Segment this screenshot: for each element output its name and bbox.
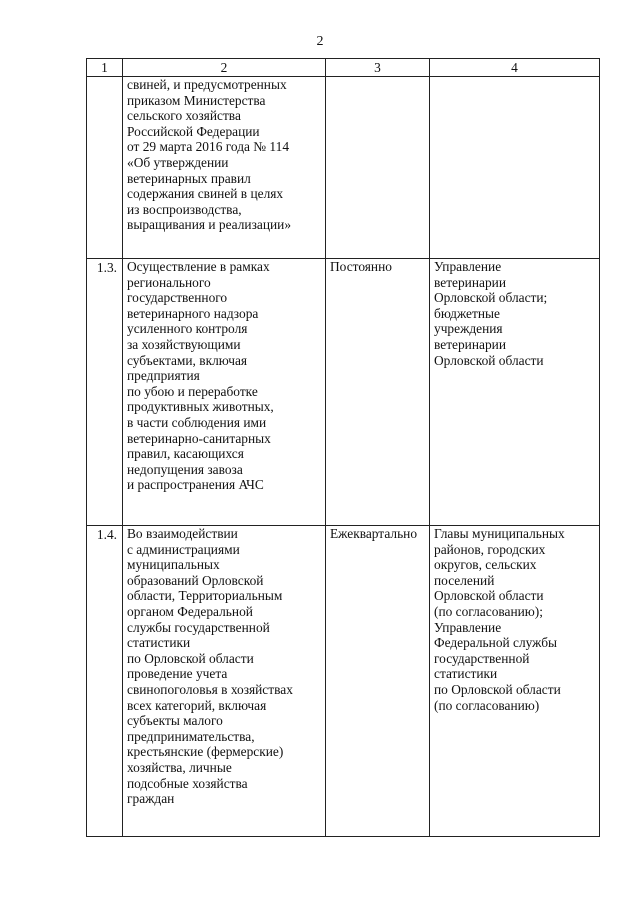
row-number: [87, 77, 123, 259]
cell-text-line: Во взаимодействии: [127, 526, 238, 541]
cell-text-line: поселений: [434, 572, 495, 588]
header-cell-3: 3: [326, 59, 430, 77]
table-row: [87, 526, 600, 837]
cell-text-line: предпринимательства,: [127, 728, 255, 744]
cell-text-line: государственного: [127, 290, 228, 306]
cell-text-line: Управление: [434, 619, 502, 635]
cell-text-line: ветеринарии: [434, 336, 506, 352]
cell-text-line: выращивания и реализации»: [127, 217, 292, 233]
cell-text-line: приказом Министерства: [127, 92, 266, 108]
cell-text-line: Орловской области;: [434, 290, 548, 306]
cell-text-line: хозяйства, личные: [127, 759, 232, 775]
cell-text-line: ветеринарного надзора: [127, 305, 259, 321]
header-cell-2: 2: [123, 59, 326, 77]
cell-text-line: проведение учета: [127, 666, 228, 682]
cell-text-line: статистики: [434, 666, 498, 682]
responsible: [430, 526, 600, 837]
cell-text-line: Российской Федерации: [127, 123, 260, 139]
cell-text-line: сельского хозяйства: [127, 108, 241, 124]
cell-text-line: регионального: [127, 274, 211, 290]
cell-text-line: и распространения АЧС: [127, 477, 264, 493]
cell-text-line: свинопоголовья в хозяйствах: [127, 681, 293, 697]
cell-text-line: статистики: [127, 635, 191, 651]
cell-text-line: учреждения: [434, 321, 503, 337]
cell-text-line: бюджетные: [434, 305, 500, 321]
deadline: [326, 77, 430, 259]
cell-text-line: по убою и переработке: [127, 383, 258, 399]
cell-text-line: по Орловской области: [127, 650, 254, 666]
cell-text-line: субъекты малого: [127, 713, 223, 729]
header-cell-4: 4: [430, 59, 600, 77]
cell-text-line: ветеринарных правил: [127, 170, 251, 186]
cell-text-line: Орловской области: [434, 352, 544, 368]
cell-text-line: с администрациями: [127, 541, 240, 557]
measure-description: [123, 259, 326, 526]
cell-text-line: образований Орловской: [127, 572, 264, 588]
cell-text-line: в части соблюдения ими: [127, 414, 267, 430]
cell-text-line: свиней, и предусмотренных: [127, 77, 287, 92]
cell-text-line: субъектами, включая: [127, 352, 248, 368]
row-number: 1.4.: [87, 526, 123, 837]
cell-text-line: усиленного контроля: [127, 321, 248, 337]
cell-text-line: государственной: [434, 650, 530, 666]
cell-text-line: граждан: [127, 791, 175, 807]
cell-text-line: предприятия: [127, 368, 200, 384]
responsible: [430, 259, 600, 526]
cell-text-line: районов, городских: [434, 541, 546, 557]
cell-text-line: Федеральной службы: [434, 635, 558, 651]
cell-text-line: органом Федеральной: [127, 603, 253, 619]
cell-text-line: округов, сельских: [434, 557, 537, 573]
measures-table: [86, 58, 600, 837]
measure-description: [123, 77, 326, 259]
cell-text-line: Орловской области: [434, 588, 544, 604]
cell-text-line: (по согласованию): [434, 697, 540, 713]
cell-text-line: недопущения завоза: [127, 461, 243, 477]
table-header-row: [87, 59, 600, 77]
cell-text-line: Главы муниципальных: [434, 526, 565, 541]
cell-text-line: Управление: [434, 259, 502, 274]
cell-text-line: правил, касающихся: [127, 446, 244, 462]
table-row: [87, 259, 600, 526]
cell-text-line: ветеринарии: [434, 274, 506, 290]
cell-text-line: (по согласованию);: [434, 603, 543, 619]
cell-text-line: продуктивных животных,: [127, 399, 274, 415]
cell-text-line: из воспроизводства,: [127, 201, 242, 217]
cell-text-line: всех категорий, включая: [127, 697, 267, 713]
cell-text-line: «Об утверждении: [127, 154, 229, 170]
page-number: 2: [316, 34, 324, 49]
deadline: Ежеквартально: [326, 526, 430, 837]
cell-text-line: ветеринарно-санитарных: [127, 430, 271, 446]
cell-text-line: крестьянские (фермерские): [127, 744, 284, 760]
cell-text-line: области, Территориальным: [127, 588, 283, 604]
deadline: Постоянно: [326, 259, 430, 526]
cell-text-line: муниципальных: [127, 557, 220, 573]
cell-text-line: по Орловской области: [434, 681, 561, 697]
row-number: 1.3.: [87, 259, 123, 526]
measure-description: [123, 526, 326, 837]
cell-text-line: содержания свиней в целях: [127, 186, 284, 202]
responsible: [430, 77, 600, 259]
cell-text-line: подсобные хозяйства: [127, 775, 248, 791]
table-row: [87, 77, 600, 259]
cell-text-line: за хозяйствующими: [127, 336, 241, 352]
cell-text-line: Осуществление в рамках: [127, 259, 270, 274]
cell-text-line: службы государственной: [127, 619, 270, 635]
cell-text-line: от 29 марта 2016 года № 114: [127, 139, 290, 155]
header-cell-1: 1: [87, 59, 123, 77]
